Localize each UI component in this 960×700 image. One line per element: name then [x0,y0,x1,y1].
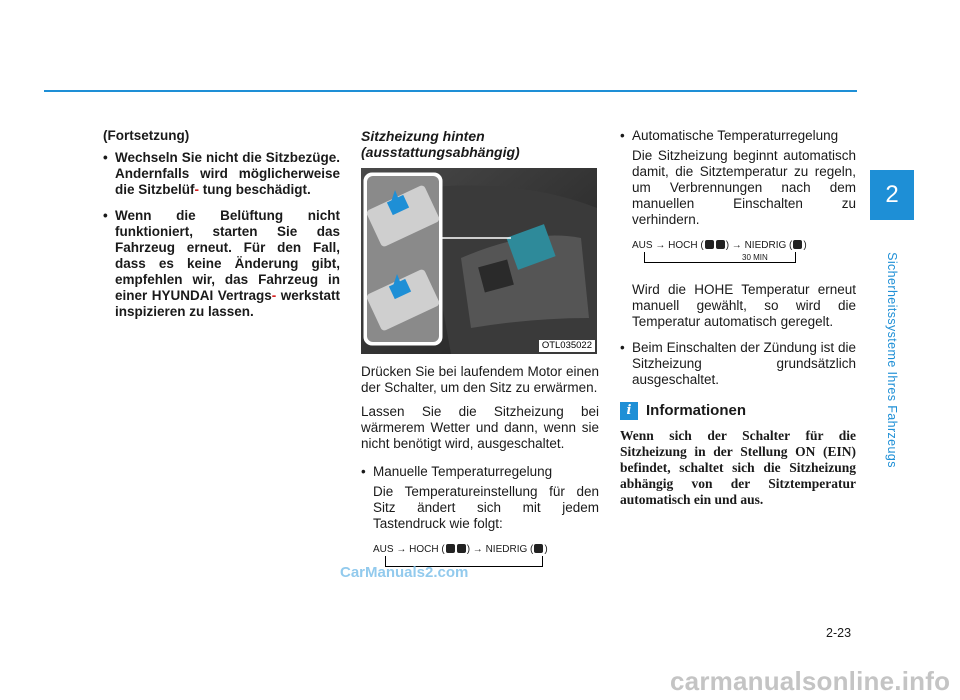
bullet-ignition-off: • Beim Einschalten der Zündung ist die Sitzheizung grundsätzlich ausgeschaltet. [620,340,856,388]
heater-icon [705,240,714,249]
column-1 [103,128,340,330]
heater-icon [534,544,543,553]
chapter-number-tab: 2 [870,170,914,220]
rear-seat-heater-figure [361,168,597,354]
door-panel-illustration [361,168,597,354]
info-icon: i [620,402,638,420]
heater-icon [716,240,725,249]
watermark-left: CarManuals2.com [340,564,469,581]
auto-sequence-diagram: AUS → HOCH ( ) → NIEDRIG ( ) 30 MIN [632,238,856,270]
heater-icon [446,544,455,553]
manual-sequence-diagram: AUS → HOCH ( ) → NIEDRIG ( ) [373,542,599,574]
watermark-bottom: carmanualsonline.info [670,666,951,696]
paragraph-high-reselect: Wird die HOHE Temperatur erneut manuell gewählt, so wird die Temperatur automatisch geregelt. [632,282,856,329]
figure-code: OTL035022 [539,340,595,352]
manual-control-description: Die Temperatureinstellung für den Sitz ändert sich mit jedem Tastendruck wie folgt: [373,484,599,531]
bullet-seat-covers: • Wechseln Sie nicht die Sitzbezüge. Andernfalls wird möglicherweise die Sitzbelüf- tung beschädigt. [103,150,340,198]
chapter-side-title: Sicherheitssysteme Ihres Fahrzeugs [885,252,899,468]
cycle-bracket [644,252,796,263]
duration-label: 30 MIN [742,253,768,262]
auto-control-description: Die Sitzheizung beginnt automatisch damit, die Sitztemperatur zu regeln, um Verbrennungen nach dem manuellen Einschalten zu verhindern. [632,148,856,227]
info-body: Wenn sich der Schalter für die Sitzheizung in der Stellung ON (EIN) befindet, schaltet sich die Sitzheizung abhängig von der Sitztemperatur automatisch ein und aus. [620,428,856,507]
continuation-heading: (Fortsetzung) [103,128,190,143]
bullet-manual-control: • Manuelle Temperaturregelung [361,464,599,480]
heater-icon [793,240,802,249]
top-rule [44,90,857,92]
paragraph-press-switch: Drücken Sie bei laufendem Motor einen der Schalter, um den Sitz zu erwärmen. [361,364,599,395]
bullet-ventilation-fault: • Wenn die Belüftung nicht funktioniert, starten Sie das Fahrzeug erneut. Für den Fall, dass es keine Änderung gibt, empfehlen wir, das Fahrzeug in einer HYUNDAI Vertrags- werkstatt inspizieren zu lassen. [103,208,340,320]
paragraph-keep-off: Lassen Sie die Sitzheizung bei wärmerem Wetter und dann, wenn sie nicht benötigt wird, ausgeschaltet. [361,404,599,451]
column-3 [620,128,856,508]
page-number: 2-23 [826,626,852,640]
section-title: Sitzheizung hinten (ausstattungsabhängig) [361,128,520,160]
bullet-auto-control: • Automatische Temperaturregelung [620,128,856,144]
heater-icon [457,544,466,553]
column-2 [361,128,599,586]
info-heading: i Informationen [620,402,856,420]
